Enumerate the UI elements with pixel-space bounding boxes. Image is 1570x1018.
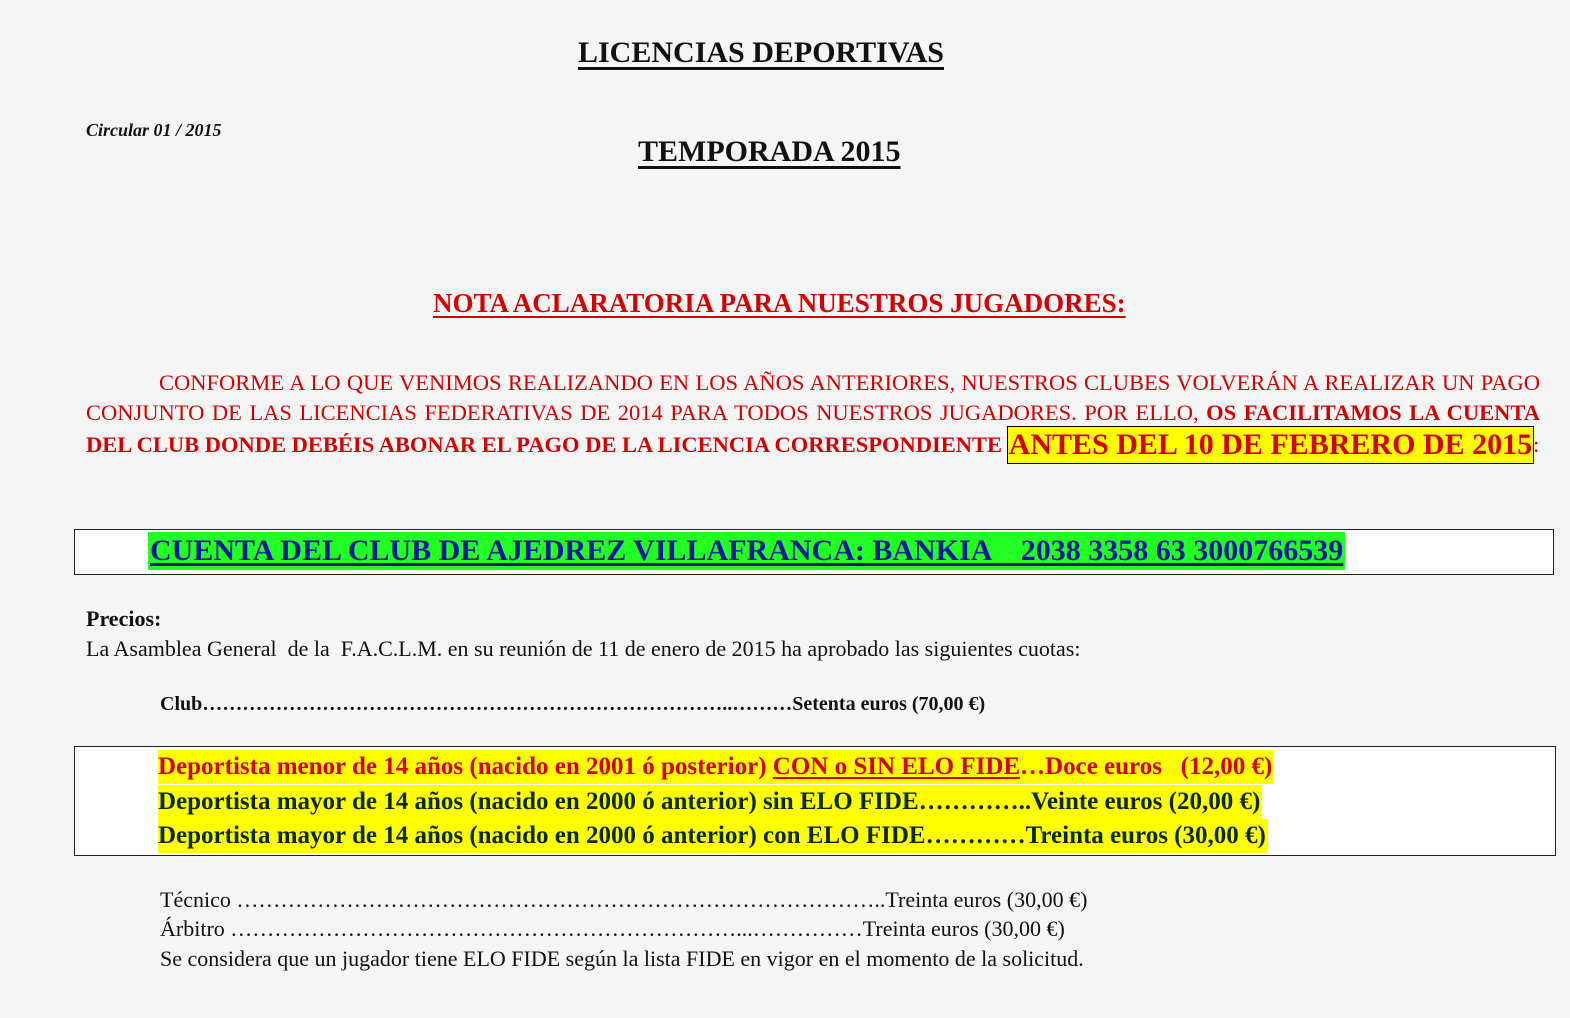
note-heading: NOTA ACLARATORIA PARA NUESTROS JUGADORES: xyxy=(433,288,1126,318)
price-club: Club……………………………………………………………………..………Setenta euros (70,00 €) xyxy=(160,693,986,715)
price-athlete-over-14-no-elo: Deportista mayor de 14 años (nacido en 2000 ó anterior) sin ELO FIDE…………..Veinte euros (20,00 €) xyxy=(158,785,1262,819)
deadline-highlight: ANTES DEL 10 DE FEBRERO DE 2015 xyxy=(1008,428,1533,461)
season-title: TEMPORADA 2015 xyxy=(638,135,901,168)
elo-footnote: Se considera que un jugador tiene ELO FIDE según la lista FIDE en vigor en el momento de la solicitud. xyxy=(160,946,1084,971)
note-paragraph xyxy=(86,368,1540,463)
note-text-bold: OS FACILITAMOS LA CUENTA DEL CLUB DONDE DEBÉIS ABONAR EL PAGO DE LA LICENCIA CORRESPONDIENTE xyxy=(86,399,1540,457)
prices-heading: Precios: xyxy=(86,606,162,631)
price-text-underlined: CON o SIN ELO FIDE xyxy=(772,753,1021,780)
price-amount: …Doce euros (12,00 €) xyxy=(1020,753,1273,780)
circular-number: Circular 01 / 2015 xyxy=(86,120,222,140)
note-text: CONFORME A LO QUE VENIMOS REALIZANDO EN LOS AÑOS ANTERIORES, NUESTROS CLUBES VOLVERÁN A REALIZAR UN PAGO CONJUNTO DE LAS LICENCIAS FEDERATIVAS DE 2014 PARA TODOS NUESTROS JUGADORES. POR ELLO, xyxy=(86,370,1540,425)
deadline-colon: : xyxy=(1533,432,1540,457)
document-title: LICENCIAS DEPORTIVAS xyxy=(578,36,944,69)
price-tecnico: Técnico ……………………………………………………………………………..Treinta euros (30,00 €) xyxy=(160,887,1088,912)
price-arbitro: Árbitro ……………………………………………………………...……………Treinta euros (30,00 €) xyxy=(160,916,1065,941)
prices-intro: La Asamblea General de la F.A.C.L.M. en su reunión de 11 de enero de 2015 ha aprobado las siguientes cuotas: xyxy=(86,636,1081,661)
price-text: Deportista menor de 14 años (nacido en 2001 ó posterior) xyxy=(158,753,773,780)
bank-account: CUENTA DEL CLUB DE AJEDREZ VILLAFRANCA: BANKIA 2038 3358 63 3000766539 xyxy=(148,532,1345,570)
price-athlete-under-14 xyxy=(158,750,1274,784)
price-athlete-over-14-elo: Deportista mayor de 14 años (nacido en 2000 ó anterior) con ELO FIDE…………Treinta euros (30,00 €) xyxy=(158,819,1268,853)
